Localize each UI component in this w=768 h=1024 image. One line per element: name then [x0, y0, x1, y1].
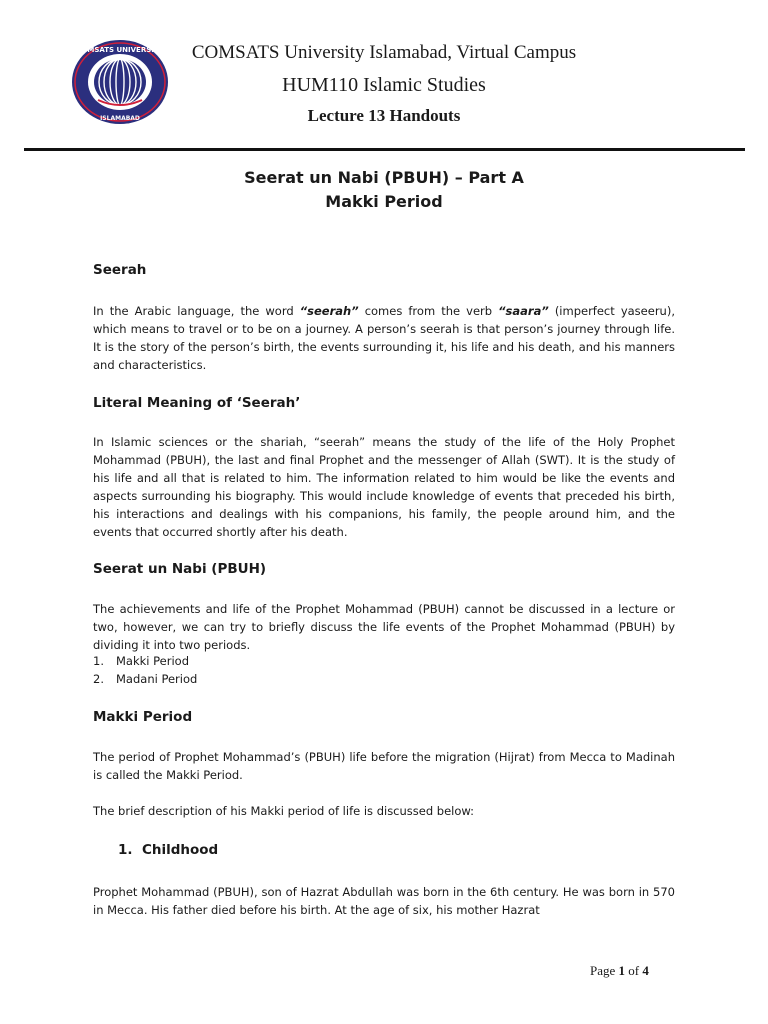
literal-meaning-paragraph: In Islamic sciences or the shariah, “seerah” means the study of the life of the Holy Prophet Mohammad (PBUH), the last and final Prophet and the messenger of Allah (SWT). It is the study of his life and all that is related to him. The information related to him would be like the events and aspects surrounding his biography. This would include knowledge of events that preceded his birth, his interactions and dealings with his companions, his family, the people around him, and the events that occurred shortly after his death.: [93, 435, 675, 539]
university-name: COMSATS University Islamabad, Virtual Campus: [191, 42, 577, 63]
makki-period-paragraph: The period of Prophet Mohammad’s (PBUH) life before the migration (Hijrat) from Mecca to Madinah is called the Makki Period.: [93, 750, 675, 782]
section-heading-seerat-un-nabi: Seerat un Nabi (PBUH): [93, 561, 267, 577]
seerah-text-e: (imperfect yaseeru), which means to travel or to be on a journey. A person’s seerah is that person’s journey through life. It is the story of the person’s birth, the events surrounding it, his life and his death, and his manners and characteristics.: [93, 304, 675, 372]
course-title: HUM110 Islamic Studies: [282, 74, 486, 96]
section-heading-seerah: Seerah: [93, 262, 147, 278]
childhood-paragraph: Prophet Mohammad (PBUH), son of Hazrat Abdullah was born in the 6th century. He was born in 570 in Mecca. His father died before his birth. At the age of six, his mother Hazrat: [93, 885, 675, 917]
header-divider: [24, 148, 745, 151]
list-item: 2. Madani Period: [93, 672, 198, 686]
university-logo: [70, 38, 170, 126]
seerah-text-a: In the Arabic language, the word: [93, 304, 300, 318]
seerah-text-c: comes from the verb: [358, 304, 499, 318]
lecture-title: Lecture 13 Handouts: [307, 106, 461, 125]
seerah-term: “seerah”: [299, 304, 359, 318]
logo-ring-text-bottom: ISLAMABAD: [100, 115, 140, 122]
page-number: Page 1 of 4: [590, 963, 649, 978]
saara-term: “saara”: [498, 304, 549, 318]
section-heading-makki-period: Makki Period: [93, 709, 193, 725]
document-title: Seerat un Nabi (PBUH) – Part A: [244, 168, 524, 187]
logo-ring-text-top: COMSATS UNIVERSITY: [76, 46, 164, 54]
makki-period-intro: The brief description of his Makki period of life is discussed below:: [93, 804, 475, 818]
section-heading-literal-meaning: Literal Meaning of ‘Seerah’: [93, 395, 301, 411]
section-heading-childhood: 1. Childhood: [118, 842, 219, 858]
seerat-un-nabi-paragraph: The achievements and life of the Prophet Mohammad (PBUH) cannot be discussed in a lecture or two, however, we can try to briefly discuss the life events of the Prophet Mohammad (PBUH) by dividing it into two periods.: [93, 602, 675, 652]
seerah-paragraph: [93, 302, 675, 374]
list-item: 1. Makki Period: [93, 654, 189, 668]
document-subtitle: Makki Period: [325, 192, 443, 211]
